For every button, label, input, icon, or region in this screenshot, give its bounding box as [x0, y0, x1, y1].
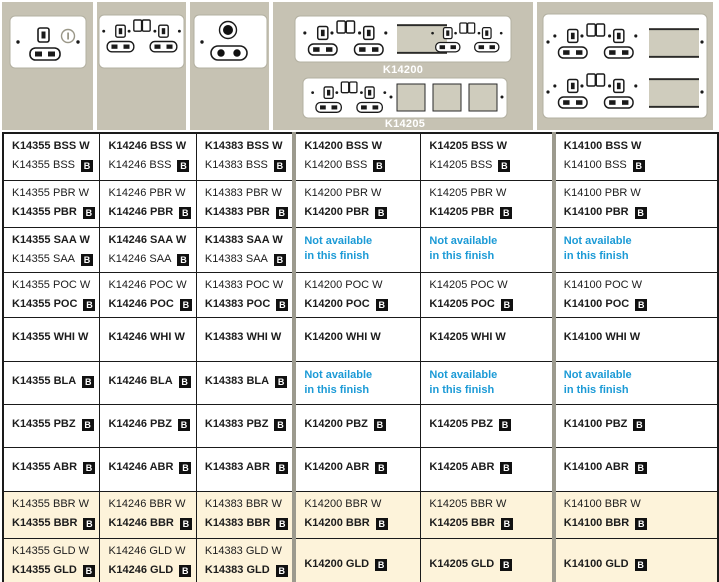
not-available-text: Not available — [429, 235, 498, 247]
cell-k14355-abr — [3, 448, 100, 492]
cell-k14200-saa — [294, 228, 421, 273]
b-finish-badge: B — [179, 462, 191, 474]
part-number: K14100 ABR — [563, 461, 629, 473]
part-number: K14383 BLA — [204, 375, 270, 387]
cell-k14246-saa — [100, 228, 196, 273]
table-row-pbr — [3, 181, 718, 228]
b-finish-badge: B — [274, 160, 286, 172]
b-finish-badge: B — [375, 462, 387, 474]
not-available-text: in this finish — [429, 250, 495, 262]
cell-k14205-pbr — [421, 181, 554, 228]
table-row-bbr — [3, 492, 718, 539]
b-finish-badge: B — [501, 299, 513, 311]
part-number: K14100 GLD — [563, 558, 629, 570]
cell-k14246-poc — [100, 273, 196, 318]
cell-k14205-poc — [421, 273, 554, 318]
not-available-text: Not available — [563, 369, 632, 381]
cell-k14383-poc — [196, 273, 294, 318]
part-number: K14246 BSS W — [108, 140, 187, 152]
part-number: K14246 GLD W — [108, 545, 186, 557]
cell-k14246-pbr — [100, 181, 196, 228]
k14200-image-label: K14200 — [382, 64, 424, 76]
part-number: K14355 SAA — [12, 253, 75, 265]
part-number: K14100 BSS — [563, 159, 627, 171]
cell-k14200-pbz — [294, 405, 421, 448]
part-number: K14246 PBR — [108, 206, 174, 218]
b-finish-badge: B — [83, 207, 95, 219]
cell-k14355-bla — [3, 362, 100, 405]
cell-k14246-gld — [100, 539, 196, 582]
cell-k14100-bss — [554, 133, 718, 181]
part-number: K14246 PBZ — [108, 418, 173, 430]
part-number: K14355 BBR W — [12, 498, 90, 510]
b-finish-badge: B — [500, 207, 512, 219]
part-number: K14100 BBR — [563, 517, 630, 529]
part-number: K14205 BBR W — [429, 498, 507, 510]
not-available-text: Not available — [304, 235, 373, 247]
b-finish-badge: B — [501, 518, 513, 530]
cell-k14383-bss — [196, 133, 294, 181]
cell-k14205-whi — [421, 318, 554, 362]
cell-k14100-pbz — [554, 405, 718, 448]
part-number: K14100 BBR W — [563, 498, 641, 510]
cell-k14200-whi — [294, 318, 421, 362]
cell-k14205-gld — [421, 539, 554, 582]
cell-k14383-saa — [196, 228, 294, 273]
b-finish-badge: B — [81, 160, 93, 172]
part-number: K14100 WHI W — [563, 331, 641, 343]
cell-k14246-pbz — [100, 405, 196, 448]
part-number: K14246 BBR W — [108, 498, 186, 510]
part-number: K14200 BBR — [304, 517, 370, 529]
cell-k14200-abr — [294, 448, 421, 492]
part-number: K14205 PBZ — [429, 418, 493, 430]
part-number: K14200 PBR W — [304, 187, 382, 199]
part-number: K14355 PBZ — [12, 418, 76, 430]
b-finish-badge: B — [274, 419, 286, 431]
b-finish-badge: B — [82, 376, 94, 388]
part-number: K14383 PBR W — [204, 187, 282, 199]
cell-k14100-bla — [554, 362, 718, 405]
cell-k14355-bss — [3, 133, 100, 181]
part-number: K14355 SAA W — [12, 234, 90, 246]
b-finish-badge: B — [635, 559, 647, 571]
b-finish-badge: B — [177, 160, 189, 172]
part-number: K14383 BBR — [204, 517, 271, 529]
not-available-text: in this finish — [304, 384, 370, 396]
part-number: K14246 SAA — [108, 253, 172, 265]
product-image-cell-k14100 — [537, 2, 713, 130]
b-finish-badge: B — [635, 207, 647, 219]
not-available-text: Not available — [563, 235, 632, 247]
cell-k14355-pbr — [3, 181, 100, 228]
table-row-bla — [3, 362, 718, 405]
b-finish-badge: B — [374, 419, 386, 431]
part-number: K14355 GLD W — [12, 545, 90, 557]
not-available-text: in this finish — [563, 384, 629, 396]
b-finish-badge: B — [276, 207, 288, 219]
part-number: K14355 POC W — [12, 279, 91, 291]
cell-k14355-whi — [3, 318, 100, 362]
table-row-pbz — [3, 405, 718, 448]
part-number: K14205 BBR — [429, 517, 495, 529]
part-number: K14383 BSS W — [204, 140, 283, 152]
cell-k14246-bbr — [100, 492, 196, 539]
b-finish-badge: B — [375, 207, 387, 219]
b-finish-badge: B — [83, 462, 95, 474]
not-available-text: in this finish — [304, 250, 370, 262]
part-number: K14205 POC — [429, 298, 495, 310]
cell-k14200-pbr — [294, 181, 421, 228]
cell-k14355-pbz — [3, 405, 100, 448]
b-finish-badge: B — [276, 565, 288, 577]
b-finish-badge: B — [500, 559, 512, 571]
cell-k14383-pbz — [196, 405, 294, 448]
part-number: K14383 BBR W — [204, 498, 282, 510]
parts-table-body — [3, 133, 718, 582]
cell-k14355-saa — [3, 228, 100, 273]
part-number: K14205 ABR — [429, 461, 495, 473]
cell-k14383-gld — [196, 539, 294, 582]
b-finish-badge: B — [633, 160, 645, 172]
part-number: K14355 BSS W — [12, 140, 90, 152]
b-finish-badge: B — [635, 299, 647, 311]
part-number: K14200 PBR — [304, 206, 370, 218]
cell-k14200-poc — [294, 273, 421, 318]
cell-k14100-abr — [554, 448, 718, 492]
part-number: K14100 BSS W — [563, 140, 642, 152]
cell-k14100-pbr — [554, 181, 718, 228]
part-number: K14383 SAA W — [204, 234, 283, 246]
cell-k14205-pbz — [421, 405, 554, 448]
part-number: K14355 BSS — [12, 159, 75, 171]
b-finish-badge: B — [500, 462, 512, 474]
part-number: K14246 SAA W — [108, 234, 187, 246]
cell-k14100-saa — [554, 228, 718, 273]
product-image-cell-k14246 — [97, 2, 186, 130]
part-number: K14383 PBZ — [204, 418, 269, 430]
product-image-cell-k14355 — [2, 2, 93, 130]
part-number: K14246 BLA — [108, 375, 173, 387]
k14100-quad-plate-image — [537, 2, 713, 130]
b-finish-badge: B — [499, 419, 511, 431]
b-finish-badge: B — [180, 518, 192, 530]
part-number: K14205 BSS W — [429, 140, 508, 152]
part-number: K14246 WHI W — [108, 331, 185, 343]
b-finish-badge: B — [177, 254, 189, 266]
cell-k14246-abr — [100, 448, 196, 492]
cell-k14355-gld — [3, 539, 100, 582]
b-finish-badge: B — [373, 160, 385, 172]
cell-k14383-whi — [196, 318, 294, 362]
cell-k14100-bbr — [554, 492, 718, 539]
not-available-text: in this finish — [429, 384, 495, 396]
part-number: K14100 PBR — [563, 206, 629, 218]
cell-k14383-bla — [196, 362, 294, 405]
part-number: K14200 POC W — [304, 279, 383, 291]
b-finish-badge: B — [498, 160, 510, 172]
part-number: K14200 GLD — [304, 558, 370, 570]
k14205-image-label: K14205 — [384, 118, 426, 130]
b-finish-badge: B — [376, 518, 388, 530]
cell-k14246-bss — [100, 133, 196, 181]
b-finish-badge: B — [83, 299, 95, 311]
b-finish-badge: B — [81, 254, 93, 266]
cell-k14200-bbr — [294, 492, 421, 539]
cell-k14205-bla — [421, 362, 554, 405]
cell-k14100-poc — [554, 273, 718, 318]
part-number: K14383 PBR — [204, 206, 270, 218]
b-finish-badge: B — [635, 462, 647, 474]
part-number: K14383 GLD — [204, 564, 270, 576]
b-finish-badge: B — [179, 376, 191, 388]
part-number: K14246 BBR — [108, 517, 174, 529]
b-finish-badge: B — [376, 299, 388, 311]
part-number: K14383 POC W — [204, 279, 284, 291]
product-image-strip — [0, 0, 719, 130]
cell-k14205-saa — [421, 228, 554, 273]
part-number: K14246 BSS — [108, 159, 172, 171]
product-image-cell-k14383 — [190, 2, 269, 130]
cell-k14246-whi — [100, 318, 196, 362]
not-available-text: in this finish — [563, 250, 629, 262]
part-number: K14200 BBR W — [304, 498, 382, 510]
b-finish-badge: B — [83, 518, 95, 530]
part-number: K14246 ABR — [108, 461, 174, 473]
part-number: K14355 WHI W — [12, 331, 89, 343]
not-available-text: Not available — [429, 369, 498, 381]
part-number: K14205 WHI W — [429, 331, 506, 343]
part-number: K14200 WHI W — [304, 331, 381, 343]
b-finish-badge: B — [274, 254, 286, 266]
b-finish-badge: B — [635, 518, 647, 530]
part-number: K14383 GLD W — [204, 545, 282, 557]
part-number: K14355 BBR — [12, 517, 78, 529]
table-row-bss — [3, 133, 718, 181]
part-number: K14383 BSS — [204, 159, 268, 171]
part-number: K14100 PBZ — [563, 418, 628, 430]
part-number: K14205 GLD — [429, 558, 495, 570]
cell-k14383-abr — [196, 448, 294, 492]
b-finish-badge: B — [633, 419, 645, 431]
cell-k14100-whi — [554, 318, 718, 362]
parts-table — [2, 132, 719, 582]
k14383-round-pin-socket-image — [190, 2, 269, 130]
part-number: K14100 POC — [563, 298, 630, 310]
part-number: K14100 PBR W — [563, 187, 641, 199]
cell-k14355-poc — [3, 273, 100, 318]
part-number: K14246 POC — [108, 298, 174, 310]
part-number: K14100 POC W — [563, 279, 643, 291]
part-number: K14205 BSS — [429, 159, 493, 171]
part-number: K14200 PBZ — [304, 418, 368, 430]
part-number: K14205 PBR — [429, 206, 495, 218]
cell-k14200-gld — [294, 539, 421, 582]
product-image-cell-k14200-k14205 — [273, 2, 533, 130]
cell-k14205-bbr — [421, 492, 554, 539]
b-finish-badge: B — [276, 299, 288, 311]
b-finish-badge: B — [375, 559, 387, 571]
cell-k14355-bbr — [3, 492, 100, 539]
part-number: K14246 GLD — [108, 564, 174, 576]
part-number: K14200 BSS W — [304, 140, 382, 152]
b-finish-badge: B — [276, 518, 288, 530]
part-number: K14383 SAA — [204, 253, 268, 265]
part-number: K14355 ABR — [12, 461, 78, 473]
b-finish-badge: B — [179, 207, 191, 219]
table-row-abr — [3, 448, 718, 492]
part-number: K14246 POC W — [108, 279, 187, 291]
b-finish-badge: B — [83, 565, 95, 577]
part-number: K14383 POC — [204, 298, 271, 310]
part-number: K14205 PBR W — [429, 187, 507, 199]
cell-k14100-gld — [554, 539, 718, 582]
part-number: K14355 GLD — [12, 564, 77, 576]
b-finish-badge: B — [276, 462, 288, 474]
table-row-poc — [3, 273, 718, 318]
cell-k14383-bbr — [196, 492, 294, 539]
part-number: K14355 PBR — [12, 206, 77, 218]
part-number: K14200 BSS — [304, 159, 368, 171]
part-number: K14355 BLA — [12, 375, 77, 387]
part-number: K14355 POC — [12, 298, 78, 310]
cell-k14383-pbr — [196, 181, 294, 228]
part-number: K14200 POC — [304, 298, 370, 310]
b-finish-badge: B — [275, 376, 287, 388]
b-finish-badge: B — [82, 419, 94, 431]
cell-k14200-bss — [294, 133, 421, 181]
k14246-double-socket-image — [97, 2, 186, 130]
cell-k14205-bss — [421, 133, 554, 181]
part-number: K14205 POC W — [429, 279, 508, 291]
table-row-gld — [3, 539, 718, 582]
cell-k14200-bla — [294, 362, 421, 405]
table-row-saa — [3, 228, 718, 273]
b-finish-badge: B — [180, 299, 192, 311]
table-row-whi — [3, 318, 718, 362]
part-number: K14246 PBR W — [108, 187, 186, 199]
b-finish-badge: B — [179, 565, 191, 577]
not-available-text: Not available — [304, 369, 373, 381]
part-number: K14383 ABR — [204, 461, 270, 473]
part-number: K14383 WHI W — [204, 331, 282, 343]
part-number: K14355 PBR W — [12, 187, 90, 199]
b-finish-badge: B — [178, 419, 190, 431]
cell-k14205-abr — [421, 448, 554, 492]
cell-k14246-bla — [100, 362, 196, 405]
k14355-single-socket-image — [2, 2, 93, 130]
part-number: K14200 ABR — [304, 461, 370, 473]
